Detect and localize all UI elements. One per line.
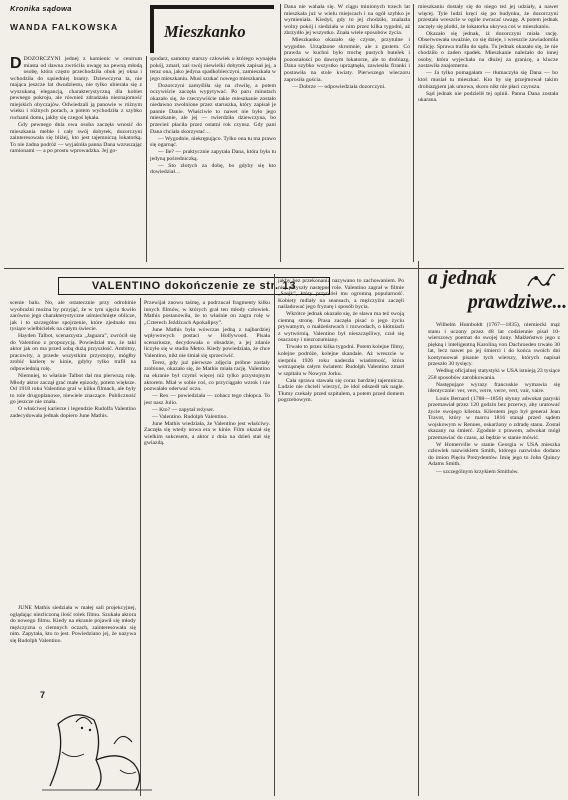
drop-cap: D [10,56,22,72]
article-paragraph: Trwało to przez kilka tygodni. Potem kolejne filmy, kolejne podróże, kolejne skandale. Aż wreszcie w sierpniu 1926 roku nadeszła wiadomość, która wstrząsnęła całym światem: Rudolph Valentino zmarł w szpitalu w Nowym Jorku. [278,344,404,377]
article-paragraph: jakby bez przekonania nazywano to zachowaniem. Po niej przyszły następne role. Valentino zagrał w filmie „Szejk”, który przyniósł mu ogromną popularność. Kobiety mdlały na seansach, a mężczyźni zaczęli naśladować jego fryzurę i sposób bycia. [278,278,404,311]
article-column-4 [418,4,558,254]
valentino-column-3 [278,278,404,792]
article-paragraph: Terez, gdy już pierwsze zdjęcia próbne zostały zrobione, okazało się, że Mathis miała rację. Valentino na ekranie był czymś więcej niż tylko przystojnym aktorem. Miał w sobie coś, co przyciągało wzrok i nie pozwalało oderwać oczu. [144,359,270,393]
column-divider [274,274,275,796]
valentino-column-1b [10,605,136,687]
fact-item: Louis Bernard (1788—1856) słynny adwokat paryski przemawiał przez 120 godzin bez przerwy, aby uratować życie swojego klienta. Klientem jego był generał Jean Travot, który w marcu 1816 stanął przed sądem wojskowym w Rennes, oskarżony o zdradę stanu. Został skazany na śmierć. Zgodnie z prawem, adwokat mógł przemawiać do czasu, aż będzie w stanie mówić. [428,395,560,441]
article-paragraph: Cała sprawa stawała się coraz bardziej tajemnicza. Ludzie nie chcieli wierzyć, że idol odszedł tak nagle. Tłumy czekały przed szpitalem, a potem przed domem pogrzebowym. [278,377,404,404]
column-divider [146,56,147,262]
fact-item: W Homerville w stanie Georgia w USA mieszka człowiek nazwiskiem Smith, którego nazwisko dodano do imion Pięciu Prezydentów. Imię jego to John Quincy Adams Smith. [428,441,560,468]
article-paragraph: — Kto? — zapytał reżyser. [152,406,215,413]
fact-item: Według oficjalnej statystyki w USA istnieją 23 tysiące 258 sposobów zarobkowania. [428,368,560,381]
article-paragraph: Dana nie wahała się. W ciągu minionych trzech lat mieszkała już w wielu miejscach i na ogół szybko je wymieniała. Kiedyś, gdy to jej chodziło, znalazła wolny pokój i siedziała w nim przez kilka tygodni, aż zbrzydło jej wszystko. Znała wiele sposobów życia. [284,4,410,37]
article-paragraph: O właściwej karierze i legendzie Rudolfa Valentino zadecydowała jednak dopiero June Mathis. [10,406,136,419]
fact-item: Następujące wyrazy francuskie wymawia się identycznie: ver, vers, verre, verre, vert, vair, vaire. [428,381,560,395]
article-paragraph: Mieszkanko okazało się czyste, przytulne i wygodne. Urządzone skromnie, ale z gustem. Co prawda w kuchni było trochę pustych butelek i pozostałości po dawnym lokatorze, ale to drobiazg. Dana szybko wszystko uprzątnęła, zawiesiła firanki i postawiła na stole kwiaty. Pierwszego wieczoru zaprosiła gościa. [284,37,410,83]
column-divider [413,4,414,262]
article-paragraph: Niemniej, to właśnie Talbot dał mu pierwszą rolę. Młody aktor zaczął grać małe epizody, potem większe. Od 1918 roku Valentino grał w kilku filmach, ale były to role drugoplanowe, niewiele znaczące. Publiczność go jeszcze nie znała. [10,373,136,406]
fact-item: Wilhelm Humboldt (1767—1835), niemiecki mąż stanu i uczony przez 48 lat codziennie pisał 10-wierszowy poemat do swojej żony. Małżeństwo jego z piękną i inteligentną Karoliną von Dachroeden trwało 30 lat, lecz nawet po jej śmierci i do końca swoich dni kontynuował pisanie tych wierszy, których napisał przeszło 30 tysięcy. [428,322,560,368]
article-paragraph: — Sto złotych za dobę, bo gdyby się kto dowiedział… [150,162,276,176]
sidebar-text [428,322,560,794]
article-paragraph: JUNE Mathis siedziała w małej sali projekcyjnej, oglądając niezliczoną ilość rolek filmu. Szukała aktora do nowego filmu. Kiedy na ekranie pojawił się młody mężczyzna o ciemnych oczach, zainteresowała się nim. Zapytała, kto to jest. Powiedziano jej, że nazywa się Rudolph Valentino. [10,605,136,644]
article-paragraph: mieszkaniu dostały się do niego też jej udziały, a nawet więcej. Tyle ludzi kręci się po budynku, że dozorczyni przestała wreszcie w ogóle zwracać uwagę. A potem jednak zaczęły się plotki, że lokatorka ukrywa coś w mieszkaniu. [418,4,558,30]
paragraph-text: DOZORCZYNI jednej z kamienic w centrum miasta od dawna zwróciła uwagę na pewną młodą osobę, która często przechodziła obok jej okna i wchodziła do sąsiedniej bramy. Dziewczyna ta, nie mająca jeszcze lat dwudziestu, nie tylko ubierała się z wyszukaną elegancją, charakterystyczną dla kobiet pewnego pokroju, ale również zdradzała nieznajomość miejskich obyczajów. Odwiedzali ją panowie w różnym wieku i różnych porach, a potem wychodziła z szybko ruchami domu, jakby się czegoś lękała. [10,56,142,121]
flourish-icon [526,270,556,290]
article-paragraph: Gdy pewnego dnia owa osoba zaczęła wnosić do mieszkania meble i cały swój dobytek, dozorczyni zainteresowała się bliżej, kto jest tajemniczą lokatorką. To nie żadna podróż — wyjaśniła panna Dana wzruszając ramionami — a po prostu wprowadzka. Jej go- [10,121,142,155]
article-title: Mieszkanko [164,22,246,41]
article-paragraph: — Dobrze — odpowiedziała dozorczyni. [292,83,386,90]
article-paragraph [10,56,142,121]
article-paragraph: spodarz, samotny starszy człowiek u którego wynajęła pokój, zmarł, zaś swój niewielki dobytek zapisał jej, a teraz ona, jako jedyna spadkobierczyni, zamieszkała w jego mieszkaniu. Musi szukać nowego mieszkania. [150,56,276,82]
author-name: WANDA FALKOWSKA [10,22,119,32]
cartoon-number: 7 [40,690,46,700]
article-paragraph: Sąd jednak nie podzielił tej opinii. Panna Dana została ukarana. [418,90,558,104]
article-paragraph: Przewijał znowu taśmę, a podrzucał fragmenty kilku innych filmów, w których grał ten młody człowiek. Mathis postanowiła, że to właśnie on zagra rolę w „Czterech Jeźdźcach Apokalipsy”. [144,300,270,326]
valentino-column-2 [144,300,270,792]
article-column-3 [284,4,410,266]
article-paragraph: Dozorczyni zamyśliła się na chwilę, a potem oczywiście zaczęła wypytywać. Po paru minutach okazało się, że rzeczywiście takie mieszkanie zostało niedawno zwolnione przez staruszka, który zapisał je pannie Danie. Właściwie to nawet nie było jego mieszkanie, ale jej — twierdziła dziewczyna, bo przecież płaciła przez ostatni rok czynsz. Gdy pani Dana chciała skorzystać… [150,82,276,135]
cartoon-drawing [36,690,156,792]
article-paragraph: Hayden Talbot, scenarzysta „Jaguara”, zwrócił się do Valentino z propozycją. Powiedział mu, że taki aktor jak on ma przed sobą dużą przyszłość. Ambitny, pracowity, a przede wszystkim przystojny, mógłby zrobić karierę w kinie, gdyby tylko trafił na odpowiednią rolę. [10,333,136,372]
article-paragraph: June Mathis była wówczas jedną z najbardziej wpływowych postaci w Hollywood. Pisała scenariusze, decydowała o obsadzie, a jej zdanie liczyło się w studiu Metro. Kiedy powiedziała, że chce Valentino, nikt nie śmiał się sprzeciwić. [144,326,270,359]
article-column-2 [150,56,276,266]
article-paragraph: — Ja tylko pomagałam — tłumaczyła się Dana — bo ktoś musiał tu mieszkać. Kto by się przejmował takim drobiazgiem jak umowa, skoro nikt nie płaci czynszu. [418,70,558,90]
article-paragraph: June Mathis wiedziała, że Valentino jest właściwy. Zaczęła się wtedy nowa era w kinie. Film okazał się wielkim sukcesem, a aktor z dnia na dzień stał się gwiazdą. [144,420,270,447]
article-paragraph: — Ile? — praktycznie zapytała Dana, która była tu jedyną pośredniczką. [150,149,276,162]
cartoon-illustration [36,690,156,792]
article-paragraph: Wkrótce jednak okazało się, że sława ma też swoją ciemną stronę. Prasa zaczęła pisać o jego życiu prywatnym, o małżeństwach i rozwodach, o kłótniach z wytwórnią. Valentino był nieszczęśliwy, czuł się osaczony i niezrozumiany. [278,311,404,344]
section-label: Kronika sądowa [10,4,72,13]
article-column-1 [10,56,142,266]
article-paragraph: — Rex — powiedziała — zobacz tego chłopca. To jest nasz Julio. [144,393,270,406]
continuation-banner: VALENTINO dokończenie ze str. 13 [58,277,330,295]
article-paragraph: — Wygodnie, niekrępująco. Tylko ona tu ma prawo się ogarnąć. [150,135,276,149]
sidebar-heading-line-2: prawdziwe... [468,292,568,313]
article-paragraph: Okazało się jednak, iż dozorczyni miała rację. Obserwowała uważnie, co się dzieje, i wreszcie zawiadomiła milicję. Sprawa trafiła do sądu. Tu jednak okazało się, że nie chodziło o żaden spadek. Mieszkanie należało do innej osoby, która wyjechała na dłużej za granicę, a klucze zostawiła znajomemu. [418,30,558,70]
fact-item: — szczególnym krzykiem Smithów. [436,468,519,475]
title-frame [150,5,274,53]
sidebar-heading [428,268,568,316]
sidebar-heading-line-1: a jednak [428,268,497,289]
article-paragraph: — Valentino. Rudolph Valentino. [152,413,228,420]
column-divider [280,4,281,262]
article-paragraph: scenie balu. No, ale ostatecznie przy odrobinie wyobraźni można by przyjąć, że w tym ujęciu tkwiło zarówno jego charakterystyczne uśmiechnięte oblicze, jak i to szczególne spojrzenie, które zjednało mu tysiące wielbicielek na całym świecie. [10,300,136,333]
